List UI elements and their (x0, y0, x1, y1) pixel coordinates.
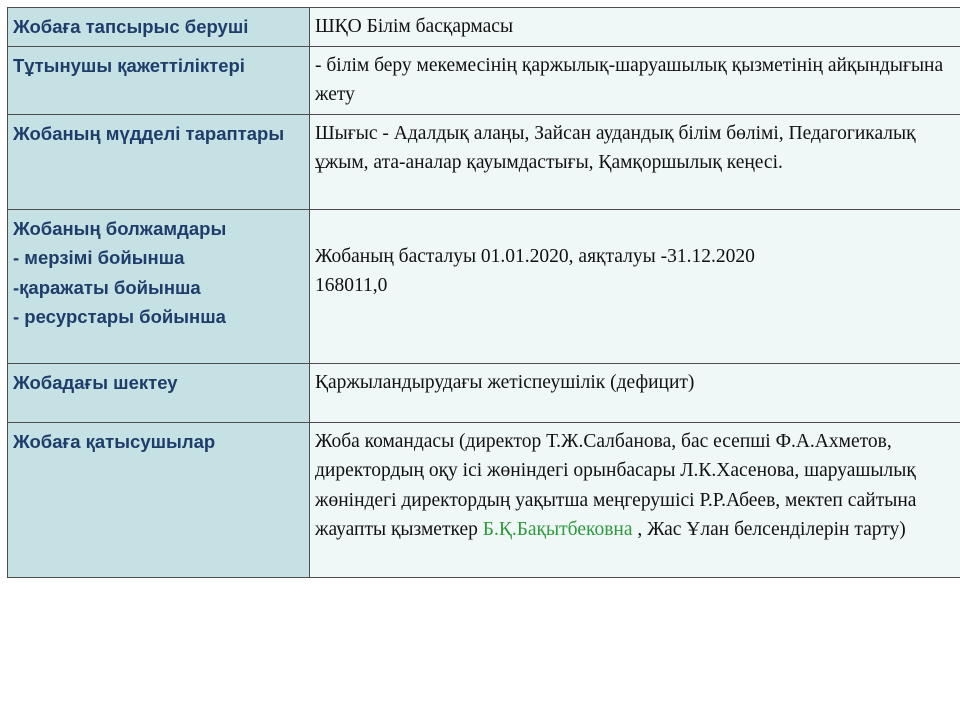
forecast-budget: 168011,0 (315, 275, 388, 297)
project-table (7, 7, 960, 578)
table-row-customer (8, 8, 960, 47)
participants-highlight-name: Б.Қ.Бақытбековна (482, 519, 633, 540)
row-value-forecasts (310, 209, 960, 363)
table-row-stakeholders (8, 114, 960, 209)
row-value-customer: ШҚО Білім басқармасы (310, 8, 960, 47)
row-label-constraint: Жобадағы шектеу (8, 363, 310, 422)
forecast-label-resources: - ресурстары бойынша (13, 306, 226, 327)
table-row-needs (8, 46, 960, 114)
row-value-constraint: Қаржыландырудағы жетіспеушілік (дефицит) (310, 363, 960, 422)
table-row-forecasts (8, 209, 960, 363)
forecast-label-funds: -қаражаты бойынша (13, 276, 201, 298)
table-row-constraint (8, 363, 960, 422)
row-label-stakeholders: Жобаның мүдделі тараптары (8, 114, 310, 209)
row-value-stakeholders: Шығыс - Адалдық алаңы, Зайсан аудандық білім бөлімі, Педагогикалық ұжым, ата-аналар қауымдастығы, Қамқоршылық кеңесі. (310, 114, 960, 209)
table-row-participants (8, 422, 960, 577)
forecast-label-term: - мерзімі бойынша (13, 247, 185, 268)
row-label-participants: Жобаға қатысушылар (8, 422, 310, 577)
row-label-customer: Жобаға тапсырыс беруші (8, 8, 310, 47)
forecast-dates: Жобаның басталуы 01.01.2020, аяқталуы -31.12.2020 (315, 245, 755, 267)
participants-text-end: , Жас Ұлан белсенділерін тарту) (632, 519, 906, 540)
row-value-needs: - білім беру мекемесінің қаржылық-шаруашылық қызметінің айқындығына жету (310, 46, 960, 114)
row-label-needs: Тұтынушы қажеттіліктері (8, 46, 310, 114)
row-value-participants (310, 422, 960, 577)
participants-text: Жоба командасы (директор Т.Ж.Салбанова, бас есепші Ф.А.Ахметов, директордың оқу ісі жөніндегі орынбасары Л.К.Хасенова, шаруашылық жөніндегі директордың уақытша меңгерушісі Р.Р.Абеев, мектеп сайтына жауапты қызметкер (315, 430, 917, 540)
forecast-label-title: Жобаның болжамдары (13, 217, 227, 239)
project-passport-sheet (7, 7, 960, 578)
row-label-forecasts (8, 209, 310, 363)
